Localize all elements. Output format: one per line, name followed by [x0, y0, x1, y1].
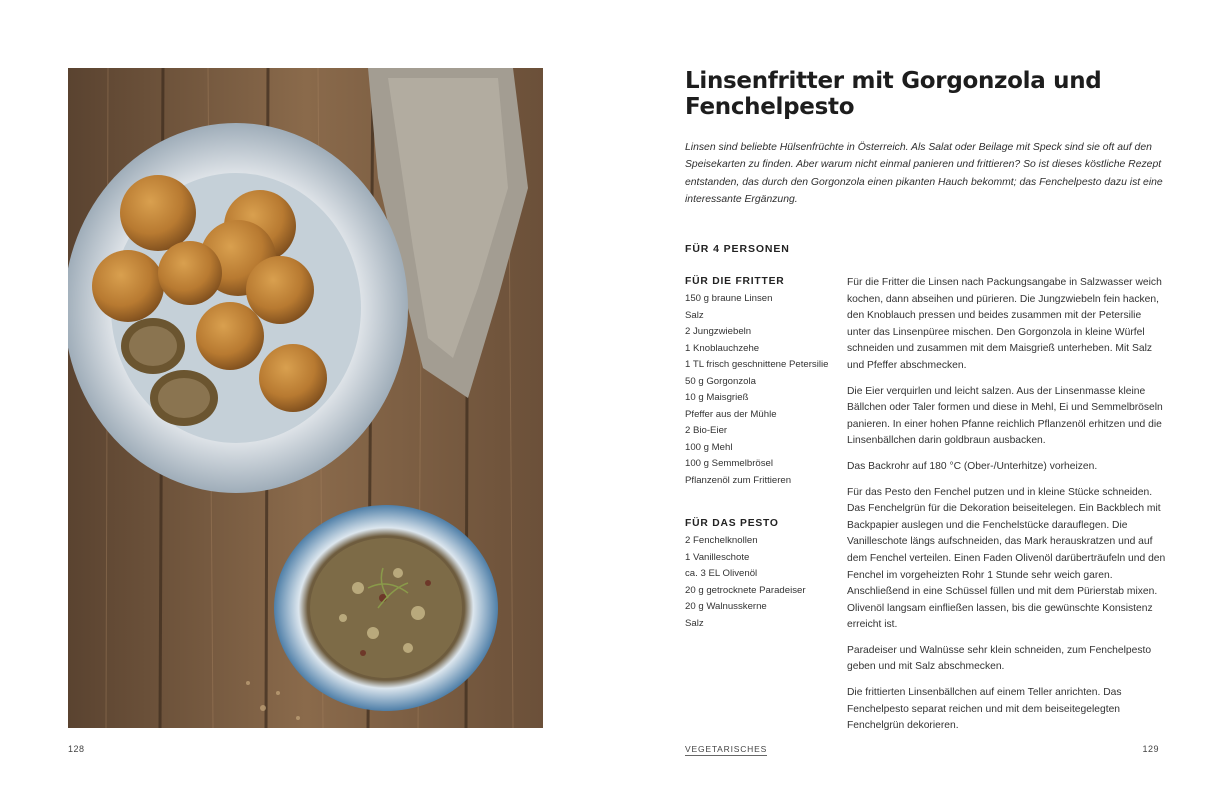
- ingredient-item: 50 g Gorgonzola: [685, 375, 756, 387]
- ingredient-item: 2 Fenchelknollen: [685, 535, 758, 546]
- ingredient-item: 2 Bio-Eier: [685, 425, 728, 436]
- recipe-title: Linsenfritter mit Gorgonzola und Fenchelpesto: [685, 68, 1102, 120]
- recipe-photo: [68, 68, 543, 728]
- page-number-right: 129: [1142, 744, 1159, 754]
- ingredient-item: 100 g Mehl: [685, 441, 733, 453]
- ingredients-fritter: [685, 274, 835, 489]
- ingredient-item: Salz: [685, 309, 704, 321]
- step-paragraph: Für die Fritter die Linsen nach Packungsangabe in Salzwasser weich kochen, dann abseihen und pürieren. Die Jungzwiebeln fein hacken, den Knoblauch pressen und beides zusammen mit der Petersilie unter das Linsenpüree mischen. Den Gorgonzola in kleine Würfel schneiden und zusammen mit dem Maisgrieß unterheben. Mit Salz und Pfeffer abschmecken.: [847, 277, 1162, 371]
- ingredient-item: 2 Jungzwiebeln: [685, 326, 752, 337]
- ingredient-item: Pfeffer aus der Mühle: [685, 408, 777, 420]
- ingredients-pesto-heading: FÜR DAS PESTO: [685, 518, 779, 529]
- ingredient-item: 100 g Semmelbrösel: [685, 458, 773, 469]
- ingredient-item: 1 Knoblauchzehe: [685, 342, 760, 354]
- ingredient-item: Pflanzenöl zum Frittieren: [685, 474, 792, 486]
- ingredient-item: Salz: [685, 617, 704, 629]
- step-paragraph: Die Eier verquirlen und leicht salzen. Aus der Linsenmasse kleine Bällchen oder Taler formen und diese in Mehl, Ei und Semmelbröseln panieren. In einer hohen Pfanne reichlich Pflanzenöl erhitzen und die Linsenbällchen darin goldbraun ausbacken.: [847, 385, 1163, 447]
- ingredient-item: 1 Vanilleschote: [685, 551, 750, 563]
- ingredients-pesto: [685, 516, 835, 632]
- recipe-steps: [847, 275, 1167, 744]
- food-photo-illustration: [68, 68, 543, 728]
- ingredient-item: ca. 3 EL Olivenöl: [685, 568, 758, 579]
- page-number-left: 128: [68, 744, 85, 754]
- ingredients-fritter-heading: FÜR DIE FRITTER: [685, 276, 785, 287]
- step-paragraph: Das Backrohr auf 180 °C (Ober-/Unterhitze) vorheizen.: [847, 460, 1098, 472]
- ingredient-item: 20 g getrocknete Paradeiser: [685, 584, 806, 596]
- step-paragraph: Die frittierten Linsenbällchen auf einem Teller anrichten. Das Fenchelpesto separat reichen und mit dem beiseitegelegten Fenchelgrün dekorieren.: [847, 687, 1122, 732]
- servings-label: FÜR 4 PERSONEN: [685, 243, 790, 255]
- ingredient-item: 10 g Maisgrieß: [685, 392, 749, 403]
- section-label: VEGETARISCHES: [685, 744, 768, 754]
- ingredient-item: 1 TL frisch geschnittene Petersilie: [685, 359, 829, 370]
- recipe-intro: Linsen sind beliebte Hülsenfrüchte in Österreich. Als Salat oder Beilage mit Speck sind sie oft auf den Speisekarten zu finden. Aber warum nicht einmal panieren und frittieren? So ist dieses köstliche Rezept entstanden, das durch den Gorgonzola einen pikanten Hauch bekommt; das Fenchelpesto dazu ist eine interessante Ergänzung.: [685, 142, 1163, 205]
- step-paragraph: Paradeiser und Walnüsse sehr klein schneiden, zum Fenchelpesto geben und mit Salz abschmecken.: [847, 644, 1152, 673]
- step-paragraph: Für das Pesto den Fenchel putzen und in kleine Stücke schneiden. Das Fenchelgrün für die Dekoration beiseitelegen. Ein Backblech mit Backpapier auslegen und die Fenchelstücke darauflegen. Die Vanilleschote längs aufschneiden, das Mark herauskratzen und auf dem Fenchel verteilen. Einen Faden Olivenöl darüberträufeln und den Fenchel im vorgeheizten Rohr 1 Stunde sehr weich garen. Anschließend in eine Schüssel füllen und mit dem Pürierstab mixen. Olivenöl langsam einfließen lassen, bis die gewünschte Konsistenz erreicht ist.: [847, 486, 1166, 631]
- ingredient-item: 150 g braune Linsen: [685, 293, 773, 304]
- ingredient-item: 20 g Walnusskerne: [685, 601, 767, 612]
